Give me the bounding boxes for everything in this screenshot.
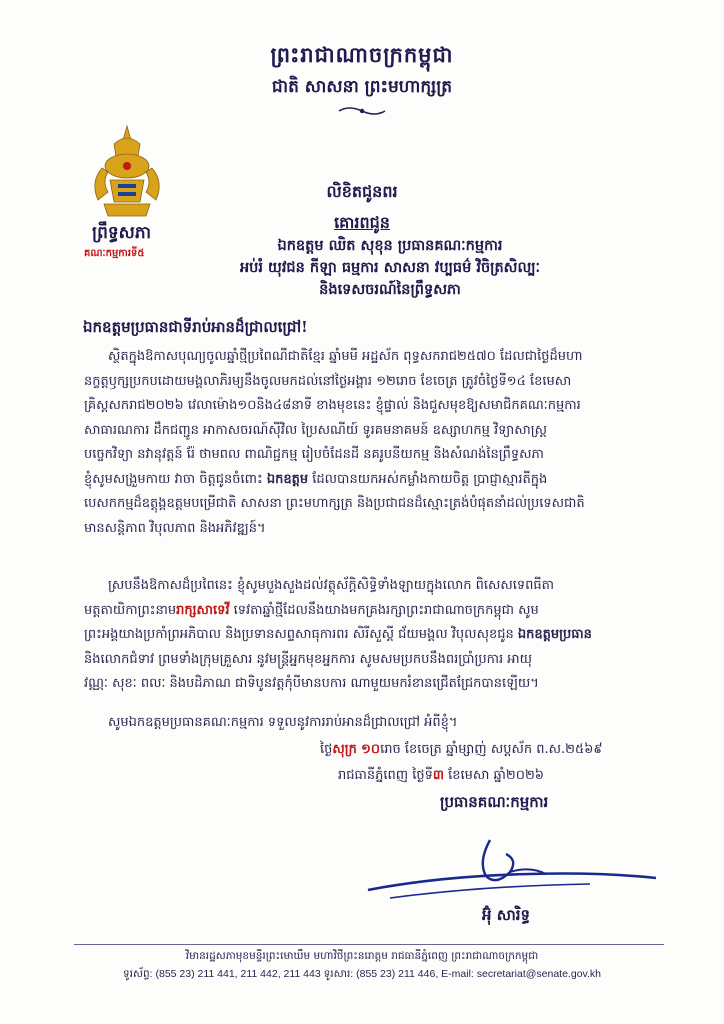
handwritten-signature [360, 832, 660, 912]
to-label: គោរពជូន [334, 213, 390, 232]
signer-name: អ៊ុំ សារិទ្ធ [482, 906, 531, 924]
p1-bold-honorific: ឯកឧត្តម [266, 471, 309, 487]
solar-date [338, 767, 544, 786]
p2-line-3-start: ព្រះអង្គយាងប្រកាំព្រអភិបាល និងប្រទានសព្ទសាធុការពរ សិរីសួស្តី ជ័យមង្គល វិបុលសុខជូន [84, 627, 518, 642]
lunar-weekday: សុក្រ [332, 742, 357, 757]
closing-paragraph [84, 711, 640, 736]
p2-deity-name: រាក្សសាទេវី [176, 602, 230, 618]
p1-line-6-tail: ដែលបានយកអស់កម្លាំងកាយចិត្ត ប្រាជ្ញាស្មារតីក្នុង [308, 471, 548, 487]
p2-line: វណ្ណៈ សុខៈ ពលៈ និងបដិភាណ ជាទិបូនវត្តកុំបីមានបការ ណាមួយមករំខានជ្រើតជ្រែកបានឡើយ។ [84, 676, 539, 691]
national-motto: ជាតិ សាសនា ព្រះមហាក្សត្រ [271, 77, 453, 97]
senate-name: ព្រឹទ្ធសភា [92, 223, 152, 243]
p1-line: គ្រិស្តសករាជ២០២៦ វេលាម៉ោង១០និង៤៨នាទី ខាងមុខនេះ ខ្ញុំផ្ទាល់ និងជួសមុខឱ្យសមាជិកគណៈកម្មការ [84, 398, 581, 413]
p2-line-2-start: មត្តតាយិកាព្រះនាម [84, 602, 177, 618]
p1-line: បេសកកម្មដ៏ឧត្តុង្គឧត្តមបម្រើជាតិ សាសនា ព្រះមហាក្សត្រ និងប្រជាជនដ៏ស្មោះត្រង់បំផុតនាំដល់ប្រទេសជាតិ [84, 496, 585, 511]
footer-contact: ទូរស័ព្ទ: (855 23) 211 441, 211 442, 211 443 ទូរសារ: (855 23) 211 446, E-mail: secretariat@senate.gov.kh [122, 968, 602, 980]
signer-title: ប្រធានគណៈកម្មការ [440, 793, 549, 811]
p1-line-6 [84, 468, 640, 493]
kingdom-heading: ព្រះរាជាណាចក្រកម្ពុជា [270, 42, 454, 67]
closing-line: សូមឯកឧត្តមប្រធានគណៈកម្មការ ទទួលនូវការរាប់អានដ៏ជ្រាលជ្រៅ អំពីខ្ញុំ។ [108, 715, 458, 730]
paragraph-2 [84, 574, 640, 697]
solar-date-prefix: រាជធានីភ្នំពេញ ថ្ងៃទី [338, 768, 433, 783]
p2-line: និងលោកជំទាវ ព្រមទាំងក្រុមគ្រួសារ នូវមន្ត្រីអ្នកមុខអ្នកការ សូមសមប្រកបនឹងពរប្រាំប្រការ អាយុ [84, 651, 532, 667]
lunar-day-number: ១០ [361, 742, 381, 757]
lunar-date-rest: រោច ខែចេត្រ ឆ្នាំម្សាញ់ សប្តស័ក ព.ស.២៥៦៩ [380, 742, 603, 757]
p1-line: នក្ខត្តឫក្សប្រកបដោយមង្គលាភិរម្យនឹងចូលមកដល់នៅថ្ងៃអង្គារ ១២រោច ខែចេត្រ ត្រូវចំថ្ងៃទី១៤ ខែមេសា [84, 373, 572, 389]
footer-address: វិមានរដ្ឋសភាមុខមន្ទីរព្រះមោឃឹម មហាវិថីព្រះនរោត្តម រាជធានីភ្នំពេញ ព្រះរាជាណាចក្រកម្ពុជា [185, 950, 539, 962]
p2-line: ស្របនឹងឱកាសដ៏ប្រពៃនេះ ខ្ញុំសូមបួងសួងដល់វត្ថុស័ក្តិសិទ្ធិទាំងឡាយក្នុងលោក ពិសេសទេពធីតា [108, 578, 555, 593]
senate-emblem-icon [84, 122, 170, 222]
p2-line-2-tail: ទេវតាឆ្នាំថ្មីដែលនឹងយាងមកគ្រងរក្សាព្រះរាជាណាចក្រកម្ពុជា សូម [229, 602, 539, 618]
letter-title: លិខិតជូនពរ [326, 182, 398, 201]
addressee-line-3: និងទេសចរណ៍នៃព្រឹទ្ធសភា [319, 281, 461, 298]
p1-line: មានសន្តិភាព វិបុលភាព និងអភិវឌ្ឍន៍។ [84, 520, 266, 536]
p1-line: បច្ចេកវិទ្យា នវានុវត្តន៍ រ៉ែ ថាមពល ពាណិជ្ជកម្ម រៀបចំដែនដី នគរូបនីយកម្ម និងសំណង់នៃព្រឹទ្ធសភា [84, 447, 544, 462]
p1-line: ស្ថិតក្នុងឱកាសបុណ្យចូលឆ្នាំថ្មីប្រពៃណីជាតិខ្មែរ ឆ្នាំមមី អដ្ឋស័ក ពុទ្ធសករាជ២៥៧០ ដែលជាថ្ងៃដ៏មហា [108, 349, 583, 364]
p1-line-6-start: ខ្ញុំសូមសង្រួមកាយ វាចា ចិត្តជូនចំពោះ [84, 471, 267, 487]
lunar-date-prefix: ថ្ងៃ [320, 742, 333, 757]
p2-line-3 [84, 623, 640, 648]
p1-line: សាធារណការ ដឹកជញ្ជូន អាកាសចរណ៍ស៊ីវិល ប្រៃសណីយ៍ ទូរគមនាគមន៍ ឧស្សាហកម្ម វិទ្យាសាស្ត្រ [84, 422, 547, 438]
lunar-date [320, 741, 603, 760]
paragraph-1 [84, 345, 640, 541]
ornament-divider-icon [337, 104, 387, 118]
solar-date-rest: ខែមេសា ឆ្នាំ២០២៦ [448, 768, 545, 783]
solar-day-number: ៣ [432, 768, 445, 783]
p2-line-2 [84, 599, 640, 624]
addressee-line-2: អប់រំ យុវជន កីឡា ធម្មការ សាសនា វប្បធម៌ វិចិត្រសិល្បៈ [239, 259, 541, 276]
footer-divider [74, 944, 664, 945]
p2-bold-honorific: ឯកឧត្តមប្រធាន [517, 627, 592, 642]
addressee-line-1: ឯកឧត្តម ឈិត សុខុន ប្រធានគណៈកម្មការ [277, 237, 503, 254]
salutation: ឯកឧត្តមប្រធានជាទីរាប់អានដ៏ជ្រាលជ្រៅ! [83, 318, 308, 336]
committee-label: គណៈកម្មការទី៥ [84, 248, 145, 259]
